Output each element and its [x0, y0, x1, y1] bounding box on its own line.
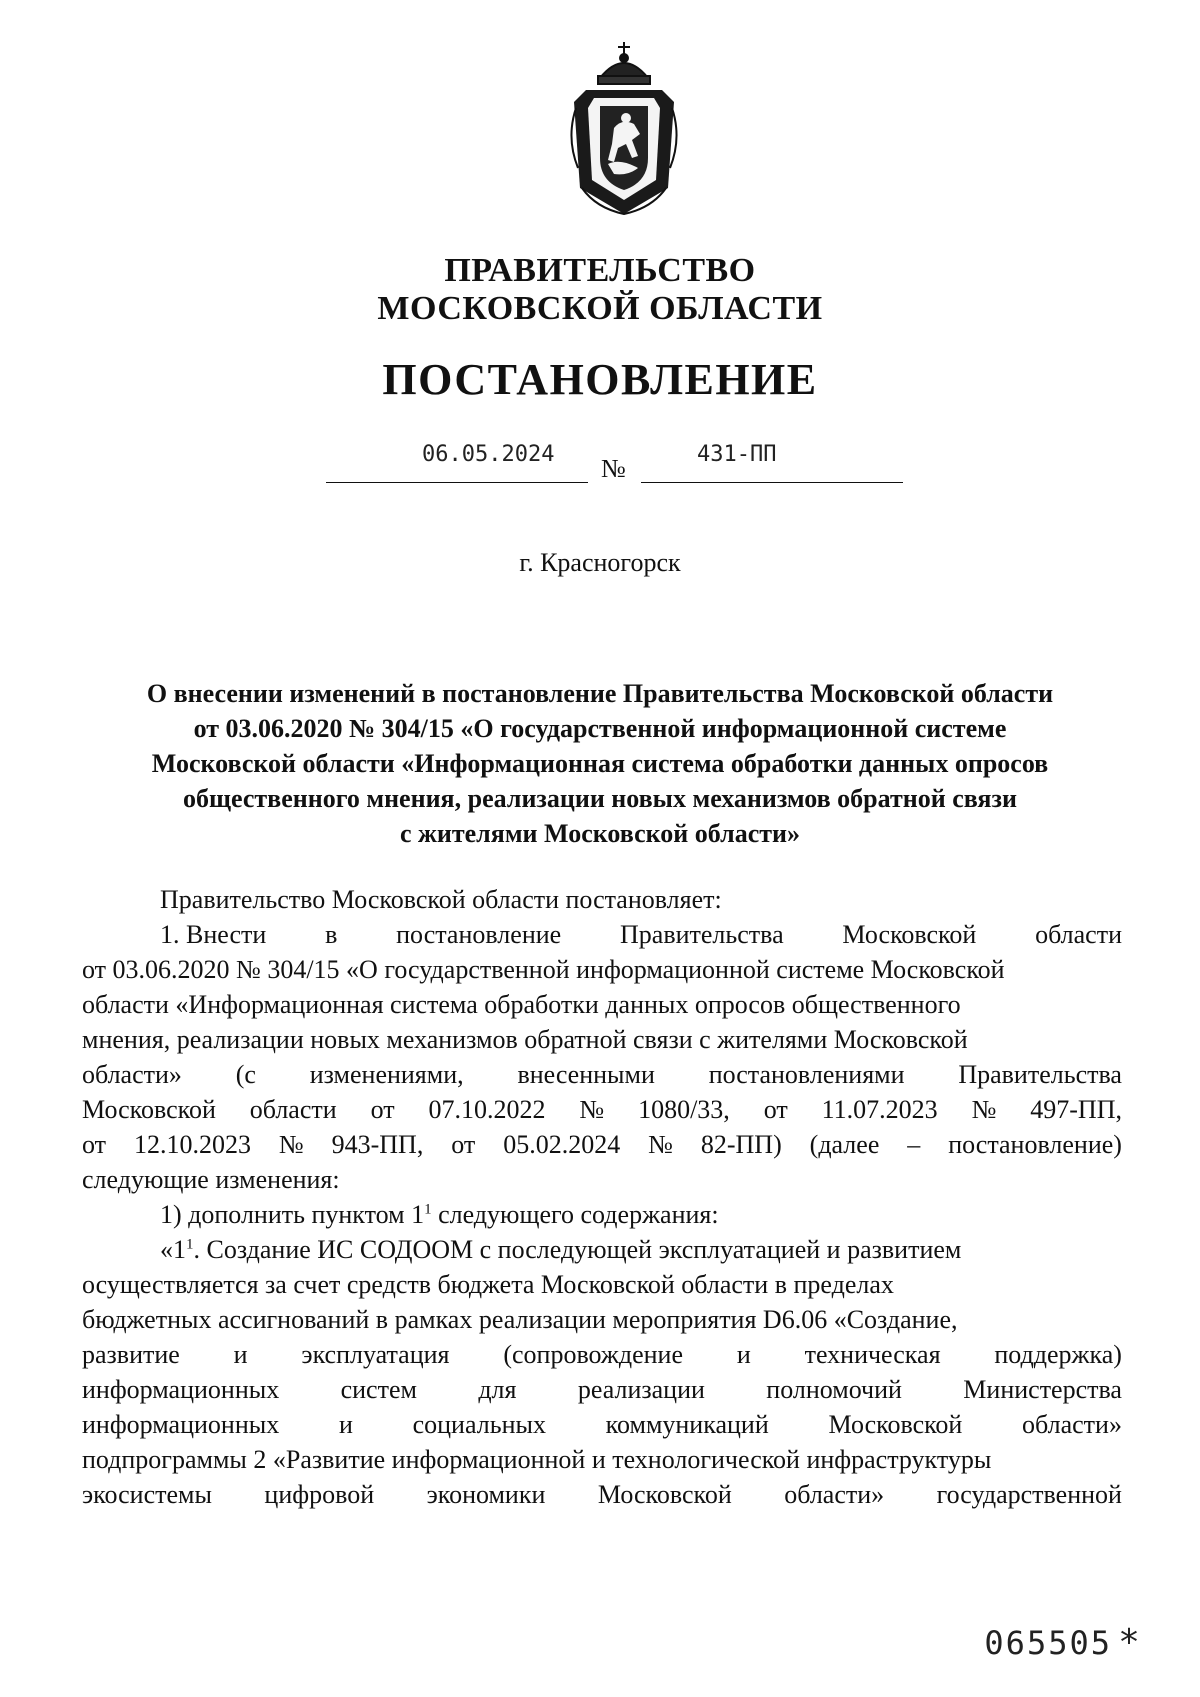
word: 07.10.2022	[428, 1095, 546, 1124]
document-date: 06.05.2024	[422, 442, 555, 467]
preamble-text: Правительство Московской области постановляет:	[160, 885, 722, 914]
word: и	[338, 1410, 353, 1439]
word: 943-ПП,	[331, 1130, 424, 1159]
word: постановление	[396, 920, 562, 949]
paragraph-1-line-6	[82, 1092, 1122, 1127]
quote-line-6	[82, 1407, 1122, 1442]
city: г. Красногорск	[519, 548, 681, 577]
word: (сопровождение	[503, 1340, 684, 1369]
word: 11.07.2023	[821, 1095, 938, 1124]
word: цифровой	[264, 1480, 375, 1509]
word: от	[82, 1130, 107, 1159]
word: экосистемы	[82, 1480, 212, 1509]
word: области»	[784, 1480, 885, 1509]
serial-number	[984, 1622, 1140, 1663]
line-text: области «Информационная система обработки данных опросов общественного	[82, 990, 961, 1019]
quote-suffix: . Создание ИС СОДООМ с последующей эксплуатацией и развитием	[193, 1235, 962, 1264]
item-1-prefix: 1) дополнить пунктом 1	[160, 1200, 425, 1229]
quote-line-5	[82, 1372, 1122, 1407]
word: развитие	[82, 1340, 180, 1369]
word: –	[907, 1130, 921, 1159]
subject-line: от 03.06.2020 № 304/15 «О государственной информационной системе	[193, 714, 1007, 743]
word: Министерства	[963, 1375, 1122, 1404]
superscript: 1	[424, 1201, 432, 1218]
government-title-line-2: МОСКОВСКОЙ ОБЛАСТИ	[377, 290, 823, 327]
quote-line-3	[82, 1302, 1122, 1337]
paragraph-1-line-3	[82, 987, 1122, 1022]
line-text: мнения, реализации новых механизмов обратной связи с жителями Московской	[82, 1025, 968, 1054]
quote-line-4	[82, 1337, 1122, 1372]
word: №	[971, 1095, 997, 1124]
word: постановление)	[948, 1130, 1122, 1159]
line-text: от 03.06.2020 № 304/15 «О государственной информационной системе Московской	[82, 955, 1005, 984]
word: в	[325, 920, 338, 949]
word: государственной	[936, 1480, 1122, 1509]
word: 1. Внести	[160, 920, 267, 949]
government-title-line-1: ПРАВИТЕЛЬСТВО	[444, 252, 756, 289]
word: области»	[1022, 1410, 1122, 1439]
item-1	[82, 1197, 1122, 1232]
line-text: следующие изменения:	[82, 1165, 340, 1194]
government-title	[0, 252, 1200, 328]
paragraph-1-line-8	[82, 1162, 1122, 1197]
word: информационных	[82, 1410, 280, 1439]
asterisk-mark: *	[1120, 1622, 1140, 1663]
word: Московской	[828, 1410, 963, 1439]
quote-line-2	[82, 1267, 1122, 1302]
coat-of-arms-icon	[556, 38, 692, 218]
word: экономики	[426, 1480, 546, 1509]
line-text: бюджетных ассигнований в рамках реализации мероприятия D6.06 «Создание,	[82, 1305, 958, 1334]
superscript: 1	[186, 1236, 194, 1253]
registration-row	[0, 440, 1200, 490]
quote-line-1	[82, 1232, 1122, 1267]
word: от	[370, 1095, 395, 1124]
subject-line: О внесении изменений в постановление Правительства Московской области	[146, 679, 1054, 708]
quote-line-7	[82, 1442, 1122, 1477]
quote-prefix: «1	[160, 1235, 186, 1264]
word: (далее	[809, 1130, 880, 1159]
word: 82-ПП)	[700, 1130, 782, 1159]
item-1-text	[160, 1197, 719, 1232]
document-number: 431-ПП	[697, 442, 777, 467]
paragraph-1-line-7	[82, 1127, 1122, 1162]
quote-text	[160, 1232, 961, 1267]
word: реализации	[577, 1375, 705, 1404]
document-body	[82, 882, 1122, 1512]
paragraph-1-line-1	[82, 917, 1122, 952]
quote-line-8	[82, 1477, 1122, 1512]
word: Правительства	[620, 920, 784, 949]
word: социальных	[412, 1410, 546, 1439]
serial-number-text: 065505	[984, 1624, 1112, 1662]
word: Московской	[82, 1095, 216, 1124]
document-subject	[90, 676, 1110, 851]
word: систем	[340, 1375, 417, 1404]
word: 12.10.2023	[133, 1130, 251, 1159]
word: техническая	[804, 1340, 941, 1369]
word: Московской	[842, 920, 977, 949]
paragraph-1-line-2	[82, 952, 1122, 987]
word: 05.02.2024	[503, 1130, 621, 1159]
line-text: подпрограммы 2 «Развитие информационной и технологической инфраструктуры	[82, 1445, 992, 1474]
word: и	[736, 1340, 751, 1369]
word: 1080/33,	[638, 1095, 730, 1124]
word: изменениями,	[309, 1060, 464, 1089]
document-type: ПОСТАНОВЛЕНИЕ	[382, 355, 818, 404]
paragraph-1-line-5	[82, 1057, 1122, 1092]
word: постановлениями	[708, 1060, 905, 1089]
line-text: осуществляется за счет средств бюджета Московской области в пределах	[82, 1270, 894, 1299]
word: коммуникаций	[605, 1410, 769, 1439]
word: и	[233, 1340, 248, 1369]
word: от	[451, 1130, 476, 1159]
word: внесенными	[517, 1060, 655, 1089]
word: 497-ПП,	[1030, 1095, 1122, 1124]
word: области»	[82, 1060, 182, 1089]
paragraph-1-line-4	[82, 1022, 1122, 1057]
word: поддержка)	[994, 1340, 1122, 1369]
word: Правительства	[958, 1060, 1122, 1089]
word: информационных	[82, 1375, 280, 1404]
subject-line: Московской области «Информационная система обработки данных опросов	[151, 749, 1049, 778]
number-field	[641, 440, 903, 483]
word: от	[763, 1095, 788, 1124]
date-field	[326, 440, 588, 483]
word: области	[1035, 920, 1122, 949]
word: для	[478, 1375, 517, 1404]
word: полномочий	[766, 1375, 902, 1404]
number-sign: №	[601, 454, 626, 483]
preamble	[82, 882, 1122, 917]
word: №	[278, 1130, 304, 1159]
word: №	[579, 1095, 605, 1124]
word: Московской	[597, 1480, 732, 1509]
word: области	[249, 1095, 337, 1124]
word: (с	[235, 1060, 256, 1089]
subject-line: с жителями Московской области»	[399, 819, 800, 848]
item-1-suffix: следующего содержания:	[431, 1200, 719, 1229]
word: №	[648, 1130, 673, 1159]
word: эксплуатация	[301, 1340, 450, 1369]
subject-line: общественного мнения, реализации новых механизмов обратной связи	[183, 784, 1017, 813]
